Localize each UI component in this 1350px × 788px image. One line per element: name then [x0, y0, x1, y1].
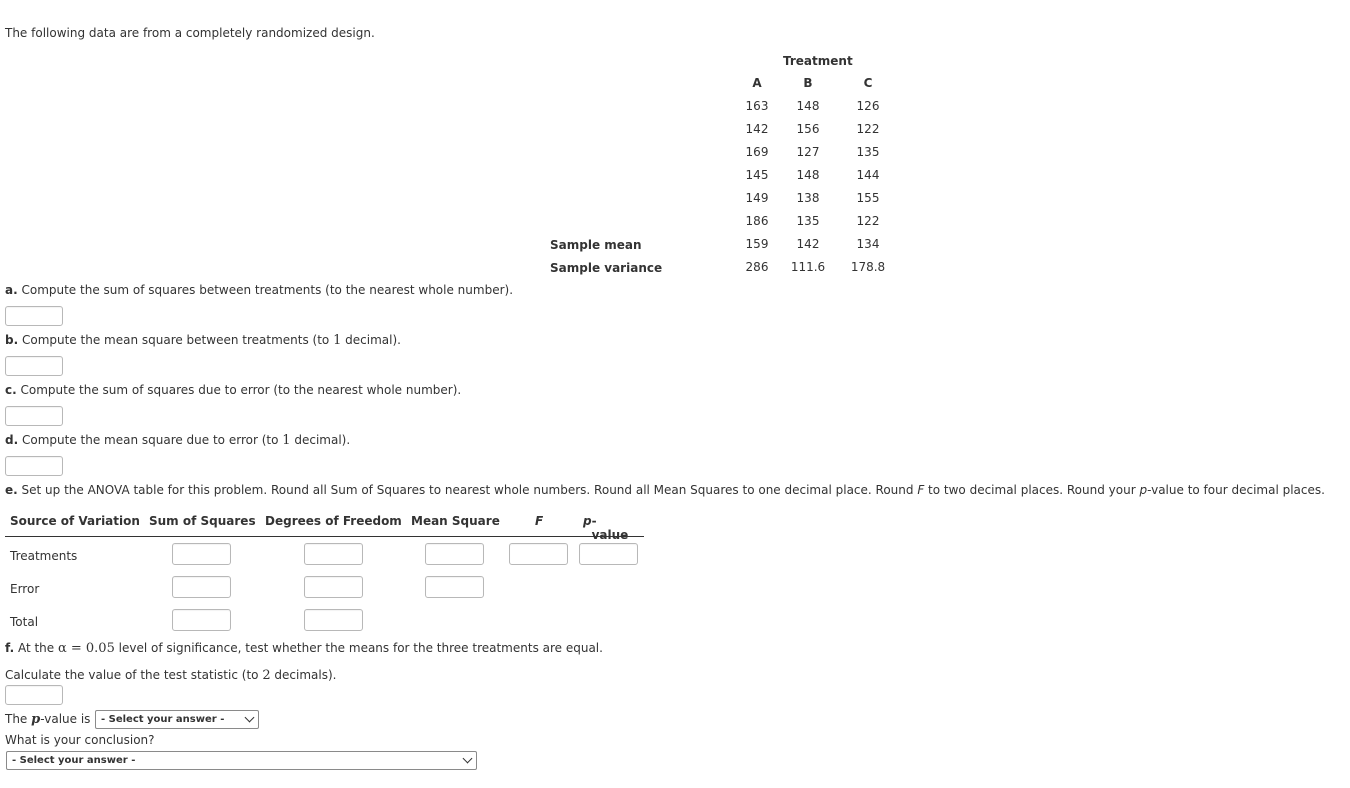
column-a [737, 72, 777, 279]
select-value: - Select your answer - [101, 714, 225, 725]
header-p-value [583, 514, 629, 542]
table-cell: 149 [745, 191, 769, 205]
intro-text: The following data are from a completely randomized design. [5, 26, 375, 40]
mean-cell: 159 [745, 237, 769, 251]
p-value-prompt [5, 712, 90, 727]
header-sum-of-squares: Sum of Squares [149, 514, 256, 528]
table-cell: 145 [745, 168, 769, 182]
sample-variance-label: Sample variance [550, 261, 663, 275]
answer-mse-input[interactable] [5, 456, 63, 476]
question-text-end: level of significance, test whether the means for the three treatments are equal. [114, 641, 603, 655]
table-cell: 163 [745, 99, 769, 113]
header-f: F [535, 514, 544, 528]
f-symbol: F [917, 483, 925, 497]
header-mean-square: Mean Square [411, 514, 500, 528]
p-symbol: p [583, 514, 592, 528]
decimals-number: 1 [333, 333, 342, 348]
prompt-text-end: decimals). [270, 668, 337, 682]
question-text-end: -value to four decimal places. [1147, 483, 1325, 497]
question-text: Compute the mean square between treatments (to [18, 333, 334, 347]
variance-cell: 111.6 [790, 260, 826, 274]
treatments-ms-input[interactable] [425, 543, 484, 565]
answer-ms-treatments-input[interactable] [5, 356, 63, 376]
table-cell: 148 [796, 168, 820, 182]
question-text: Compute the sum of squares between treatments (to the nearest whole number). [17, 283, 514, 297]
chevron-down-icon [463, 754, 473, 764]
mean-cell: 134 [856, 237, 880, 251]
question-text: Set up the ANOVA table for this problem. Round all Sum of Squares to nearest whole numbers. Round all Mean Squares to one decimal place. Round [17, 483, 918, 497]
column-header: C [863, 76, 873, 90]
treatments-ss-input[interactable] [172, 543, 231, 565]
variance-cell: 178.8 [850, 260, 886, 274]
total-ss-input[interactable] [172, 609, 231, 631]
question-text: Compute the sum of squares due to error (to the nearest whole number). [16, 383, 462, 397]
p-symbol: p [1139, 483, 1148, 497]
variance-cell: 286 [745, 260, 769, 274]
total-df-input[interactable] [304, 609, 363, 631]
error-ss-input[interactable] [172, 576, 231, 598]
decimals-number: 1 [282, 433, 291, 448]
question-letter: d. [5, 433, 19, 447]
prompt-text: Calculate the value of the test statistic (to [5, 668, 263, 682]
test-statistic-prompt [5, 668, 336, 683]
table-cell: 142 [745, 122, 769, 136]
table-cell: 122 [856, 214, 880, 228]
table-cell: 127 [796, 145, 820, 159]
row-label-treatments: Treatments [10, 549, 78, 563]
table-cell: 156 [796, 122, 820, 136]
p-symbol: p [31, 712, 41, 727]
column-b [788, 72, 828, 279]
treatments-df-input[interactable] [304, 543, 363, 565]
question-a [5, 283, 513, 297]
row-label-total: Total [10, 615, 39, 629]
conclusion-select[interactable] [6, 751, 477, 770]
header-source: Source of Variation [10, 514, 140, 528]
question-letter: b. [5, 333, 19, 347]
question-letter: a. [5, 283, 18, 297]
treatments-f-input[interactable] [509, 543, 568, 565]
prompt-text: The [5, 712, 32, 726]
column-c [848, 72, 888, 279]
anova-table-header [5, 514, 644, 542]
alpha-expression: α = 0.05 [57, 641, 115, 656]
error-df-input[interactable] [304, 576, 363, 598]
p-value-suffix: -value [591, 514, 629, 542]
prompt-text-end: -value is [40, 712, 91, 726]
chevron-down-icon [245, 713, 255, 723]
error-ms-input[interactable] [425, 576, 484, 598]
sample-mean-label: Sample mean [550, 238, 642, 252]
column-header: B [803, 76, 813, 90]
question-f [5, 641, 603, 656]
conclusion-prompt: What is your conclusion? [5, 733, 155, 747]
table-cell: 148 [796, 99, 820, 113]
table-cell: 186 [745, 214, 769, 228]
answer-sse-input[interactable] [5, 406, 63, 426]
question-text: At the [14, 641, 58, 655]
question-text-mid: to two decimal places. Round your [924, 483, 1140, 497]
table-cell: 138 [796, 191, 820, 205]
treatments-p-value-input[interactable] [579, 543, 638, 565]
question-e [5, 483, 1325, 497]
question-c [5, 383, 461, 397]
question-b [5, 333, 401, 348]
p-value-select[interactable] [95, 710, 259, 729]
table-cell: 126 [856, 99, 880, 113]
decimals-number: 2 [262, 668, 271, 683]
select-value: - Select your answer - [12, 755, 136, 766]
test-statistic-input[interactable] [5, 685, 63, 705]
table-cell: 122 [856, 122, 880, 136]
question-text-end: decimal). [341, 333, 401, 347]
row-label-error: Error [10, 582, 40, 596]
question-letter: f. [5, 641, 15, 655]
mean-cell: 142 [796, 237, 820, 251]
table-cell: 144 [856, 168, 880, 182]
table-cell: 169 [745, 145, 769, 159]
answer-ss-treatments-input[interactable] [5, 306, 63, 326]
question-letter: c. [5, 383, 17, 397]
question-letter: e. [5, 483, 18, 497]
question-d [5, 433, 350, 448]
table-cell: 135 [796, 214, 820, 228]
question-text-end: decimal). [290, 433, 351, 447]
column-header: A [752, 76, 762, 90]
header-degrees-of-freedom: Degrees of Freedom [265, 514, 402, 528]
table-cell: 135 [856, 145, 880, 159]
table-cell: 155 [856, 191, 880, 205]
question-text: Compute the mean square due to error (to [18, 433, 283, 447]
treatment-group-header: Treatment [783, 54, 853, 68]
